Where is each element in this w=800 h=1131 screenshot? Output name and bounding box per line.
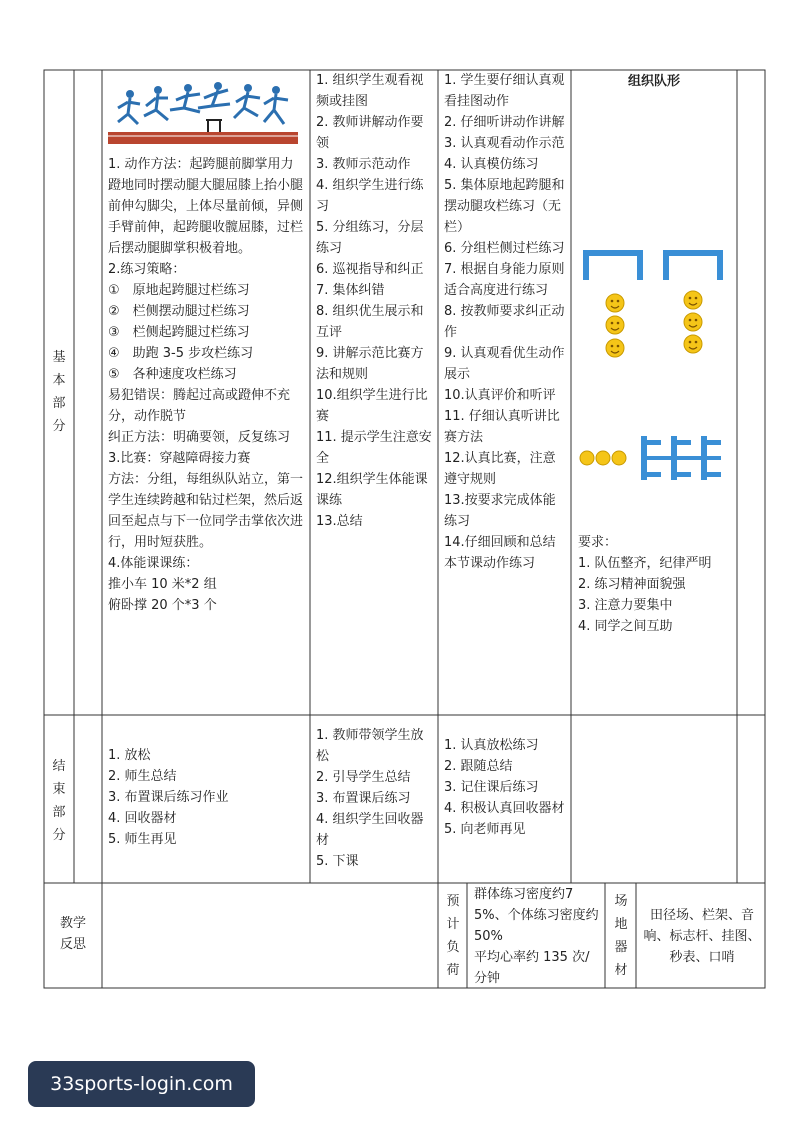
running-track <box>108 132 298 144</box>
student-basic-text: 1. 学生要仔细认真观看挂图动作 2. 仔细听讲动作讲解 3. 认真观看动作示范 4. 认真模仿练习 5. 集体原地起跨腿和摆动腿攻栏练习（无栏） 6. 分组栏侧过栏练习 7. 根据自身能力原则适合高度进行练习 8. 按教师要求纠正动作 9. 认真观看优生动作展示 10.认真评价和听评 11. 仔细认真听讲比赛方法 12.认真比赛，注意遵守规则 13.按要求完成体能练习 14.仔细回顾和总结本节课动作练习 <box>444 73 565 571</box>
formation-diagram <box>575 240 735 480</box>
load-value: 群体练习密度约75%、个体练习密度约 50% 平均心率约 135 次/分钟 <box>474 887 599 986</box>
section-end-label: 结 束 部 分 <box>52 759 66 843</box>
hurdle-icon <box>206 120 222 132</box>
student-face-icon <box>596 451 610 465</box>
athlete-icon <box>126 90 134 98</box>
student-face-icon <box>606 294 624 312</box>
athlete-icon <box>184 84 192 92</box>
organization-title: 组织队形 <box>627 74 680 89</box>
venue-value: 田径场、栏架、音响、标志杆、挂图、秒表、口哨 <box>643 908 761 965</box>
student-face-icon <box>684 313 702 331</box>
watermark-badge: 33sports-login.com <box>28 1061 255 1107</box>
athlete-icon <box>214 82 222 90</box>
student-end-text: 1. 认真放松练习 2. 跟随总结 3. 记住课后练习 4. 积极认真回收器材 5. 向老师再见 <box>444 738 565 837</box>
section-reflection-label: 教学 反思 <box>59 916 86 952</box>
content-end-text: 1. 放松 2. 师生总结 3. 布置课后练习作业 4. 回收器材 5. 师生再见 <box>108 748 229 847</box>
teacher-basic-text: 1. 组织学生观看视频或挂图 2. 教师讲解动作要领 3. 教师示范动作 4. 组织学生进行练习 5. 分组练习，分层练习 6. 巡视指导和纠正 7. 集体纠错 8. 组织优生展示和互评 9. 讲解示范比赛方法和规则 10.组织学生进行比赛 11. 提示学生注意安全 12.组织学生体能课课练 13.总结 <box>316 73 432 529</box>
load-label: 预 计 负 荷 <box>446 894 460 978</box>
section-basic-label: 基 本 部 分 <box>52 350 66 434</box>
hurdle-icon <box>663 250 723 256</box>
content-basic-text: 1. 动作方法：起跨腿前脚掌用力蹬地同时摆动腿大腿屈膝上抬小腿前伸勾脚尖，上体尽量前倾，异侧手臂前伸，起跨腿收髋屈膝，过栏后摆动腿脚掌积极着地。 2.练习策略： ① 原地起跨腿过栏练习 ② 栏侧摆动腿过栏练习 ③ 栏侧起跨腿过栏练习 ④ 助跑 3-5 步攻栏练习 ⑤ 各种速度攻栏练习 易犯错误：腾起过高或蹬伸不充分，动作脱节 纠正方法：明确要领，反复练习 3.比赛：穿越障碍接力赛 方法：分组，每组纵队站立，第一学生连续跨越和钻过栏架，然后返回至起点与下一位同学击掌依次进行，用时短获胜。 4.体能课课练： 推小车 10 米*2 组 俯卧撑 20 个*3 个 <box>108 157 304 613</box>
student-face-icon <box>606 316 624 334</box>
student-face-icon <box>684 335 702 353</box>
athlete-icon <box>244 84 252 92</box>
student-face-icon <box>684 291 702 309</box>
hurdle-icon <box>583 250 643 256</box>
student-face-icon <box>606 339 624 357</box>
athlete-icon <box>272 86 280 94</box>
hurdling-athletes-image <box>108 76 298 146</box>
teacher-end-text: 1. 教师带领学生放松 2. 引导学生总结 3. 布置课后练习 4. 组织学生回收器材 5. 下课 <box>316 728 424 869</box>
organization-requirements: 要求： 1. 队伍整齐，纪律严明 2. 练习精神面貌强 3. 注意力要集中 4. 同学之间互助 <box>578 535 712 634</box>
student-face-icon <box>580 451 594 465</box>
venue-label: 场 地 器 材 <box>614 894 628 978</box>
athlete-icon <box>154 86 162 94</box>
student-face-icon <box>612 451 626 465</box>
